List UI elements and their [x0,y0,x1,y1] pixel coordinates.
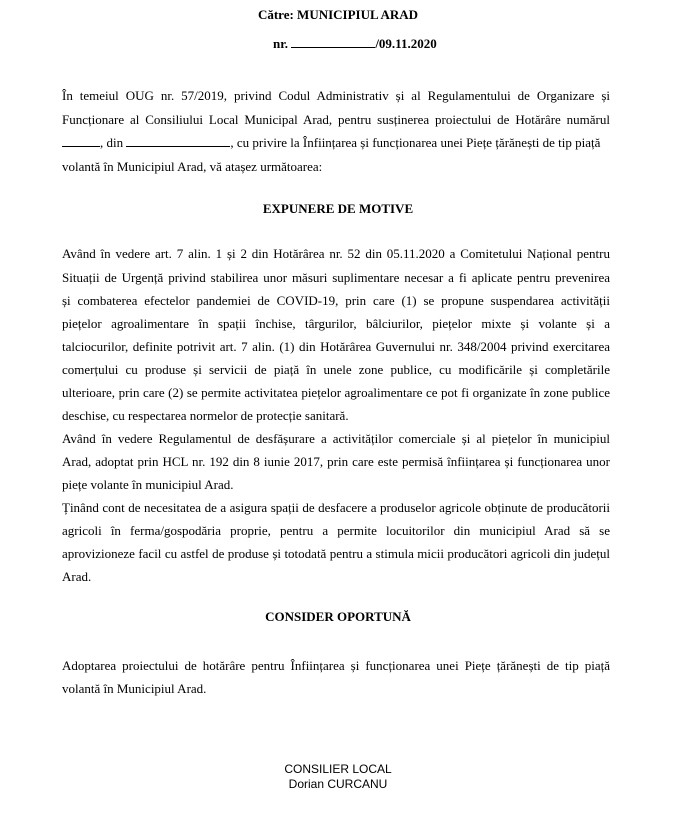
body-p3-line: agricoli în ferma/gospodăria proprie, pentru a permite locuitorilor din municipiul Arad să se [62,523,610,538]
intro-line-4: volantă în Municipiul Arad, vă atașez următoarea: [62,159,323,174]
body-p3-line: Ținând cont de necesitatea de a asigura spații de desfacere a produselor agricole obținute de producătorii [62,500,610,515]
conclusion-line: volantă în Municipiul Arad. [62,681,207,696]
intro-line-1: În temeiul OUG nr. 57/2019, privind Codul Administrativ și al Regulamentului de Organizare și [62,88,610,103]
body-p2-line: Având în vedere Regulamentul de desfășurare a activităților comerciale și al piețelor în municipiul [62,431,610,446]
body-p1-line: talciocurilor, definite potrivit art. 7 alin. (1) din Hotărârea Guvernului nr. 348/2004 privind exercitarea [62,339,610,354]
section-title-consider: CONSIDER OPORTUNĂ [265,609,411,624]
signature-name: Dorian CURCANU [288,777,388,791]
body-p1-line: comerțului cu produse și servicii de piață în unele zone publice, cu modificările și completările [62,362,610,377]
body-p1-line: deschise, cu respectarea normelor de protecție sanitară. [62,408,349,423]
body-p2-line: Arad, adoptat prin HCL nr. 192 din 8 iunie 2017, prin care este permisă înființarea și funcționarea unor [62,454,610,469]
project-number-blank [62,135,100,147]
body-p1-line: Situații de Urgență privind stabilirea unor măsuri suplimentare necesar a fi aplicate pentru prevenirea [62,270,610,285]
intro-line-2: Funcționare al Consiliului Local Municipal Arad, pentru susținerea proiectului de Hotărâre numărul [62,112,610,127]
body-p3-line: aprovizioneze facil cu astfel de produse și totodată pentru a stimula micii producători agricoli din județul [62,546,610,561]
body-p3-line: Arad. [62,569,92,584]
number-blank [291,36,375,48]
conclusion-line: Adoptarea proiectului de hotărâre pentru Înființarea și funcționarea unei Piețe țărănești de tip piață [62,658,610,673]
body-p1-line: ulterioare, prin care (2) se permite activitatea piețelor agroalimentare ce pot fi organizate în zone publice [62,385,610,400]
body-p2-line: piețe volante în municipiul Arad. [62,477,234,492]
document-number [273,36,437,52]
signature-role: CONSILIER LOCAL [284,762,392,776]
recipient-heading: Către: MUNICIPIUL ARAD [257,7,419,22]
section-title-expunere: EXPUNERE DE MOTIVE [262,201,414,216]
project-date-blank [126,135,230,147]
intro-line-3 [62,133,610,153]
number-prefix: nr. [273,36,289,51]
intro-line-3a: , din [100,135,124,150]
body-p1-line: piețelor agroalimentare în spații închise, târgurilor, bâlciurilor, piețelor mixte și volante și a [62,316,610,331]
body-p1-line: și combaterea efectelor pandemiei de COVID-19, prin care (1) se propune suspendarea activității [62,293,610,308]
number-suffix: /09.11.2020 [375,36,437,51]
intro-line-3b: , cu privire la Înființarea și funcționarea unei Piețe țărănești de tip piață [230,135,601,150]
body-p1-line: Având în vedere art. 7 alin. 1 și 2 din Hotărârea nr. 52 din 05.11.2020 a Comitetului Național pentru [62,246,610,261]
